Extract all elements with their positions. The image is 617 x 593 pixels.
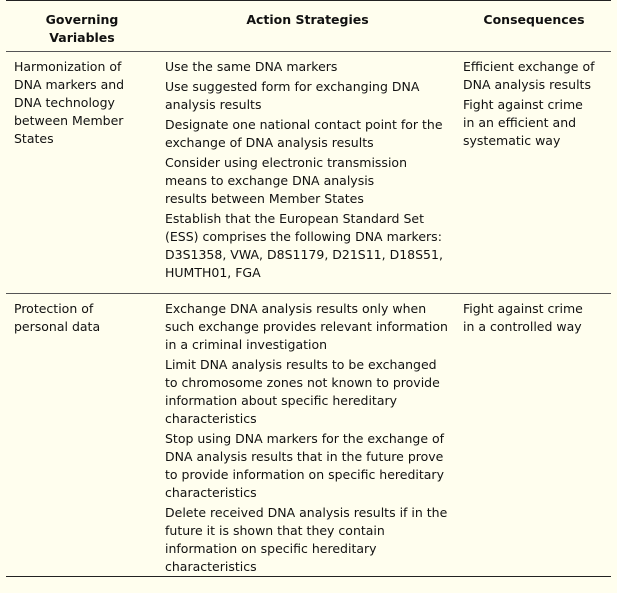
consequences-cell (457, 58, 611, 290)
table-row (6, 294, 611, 576)
strategy-item: Consider using electronic transmission means to exchange DNA analysis results between Member States (165, 155, 407, 206)
table-row (6, 52, 611, 290)
header-governing-variables (6, 11, 158, 51)
header-governing-line-2: Variables (49, 30, 115, 45)
strategy-item: Designate one national contact point for the exchange of DNA analysis results (165, 117, 443, 150)
action-strategies-cell (158, 58, 457, 290)
consequence-item: Fight against crime in a controlled way (463, 301, 583, 334)
header-action-strategies: Action Strategies (246, 12, 369, 27)
strategy-table (6, 0, 611, 577)
table-header (6, 1, 611, 51)
strategy-item: Establish that the European Standard Set (ESS) comprises the following DNA markers: D3S1358, VWA, D8S1179, D21S11, D18S51, HUMTH01, FGA (165, 211, 443, 280)
consequences-cell (457, 300, 611, 576)
table-bottom-rule (6, 576, 611, 577)
strategy-item: Exchange DNA analysis results only when such exchange provides relevant information in a criminal investigation (165, 301, 448, 352)
strategy-item: Delete received DNA analysis results if in the future it is shown that they contain information on specific hereditary characteristics (165, 505, 448, 574)
strategy-item: Stop using DNA markers for the exchange of DNA analysis results that in the future prove to provide information on specific hereditary characteristics (165, 431, 445, 500)
header-consequences: Consequences (483, 12, 585, 27)
strategy-item: Use the same DNA markers (165, 59, 338, 74)
governing-variable-cell: Protection of personal data (14, 301, 101, 334)
action-strategies-cell (158, 300, 457, 576)
governing-variable-cell: Harmonization of DNA markers and DNA technology between Member States (14, 59, 125, 146)
strategy-item: Limit DNA analysis results to be exchanged to chromosome zones not known to provide information about specific hereditary characteristics (165, 357, 440, 426)
consequence-item: Efficient exchange of DNA analysis results (463, 59, 595, 92)
strategy-item: Use suggested form for exchanging DNA analysis results (165, 79, 420, 112)
consequence-item: Fight against crime in an efficient and systematic way (463, 97, 583, 148)
header-governing-line-1: Governing (45, 12, 119, 27)
